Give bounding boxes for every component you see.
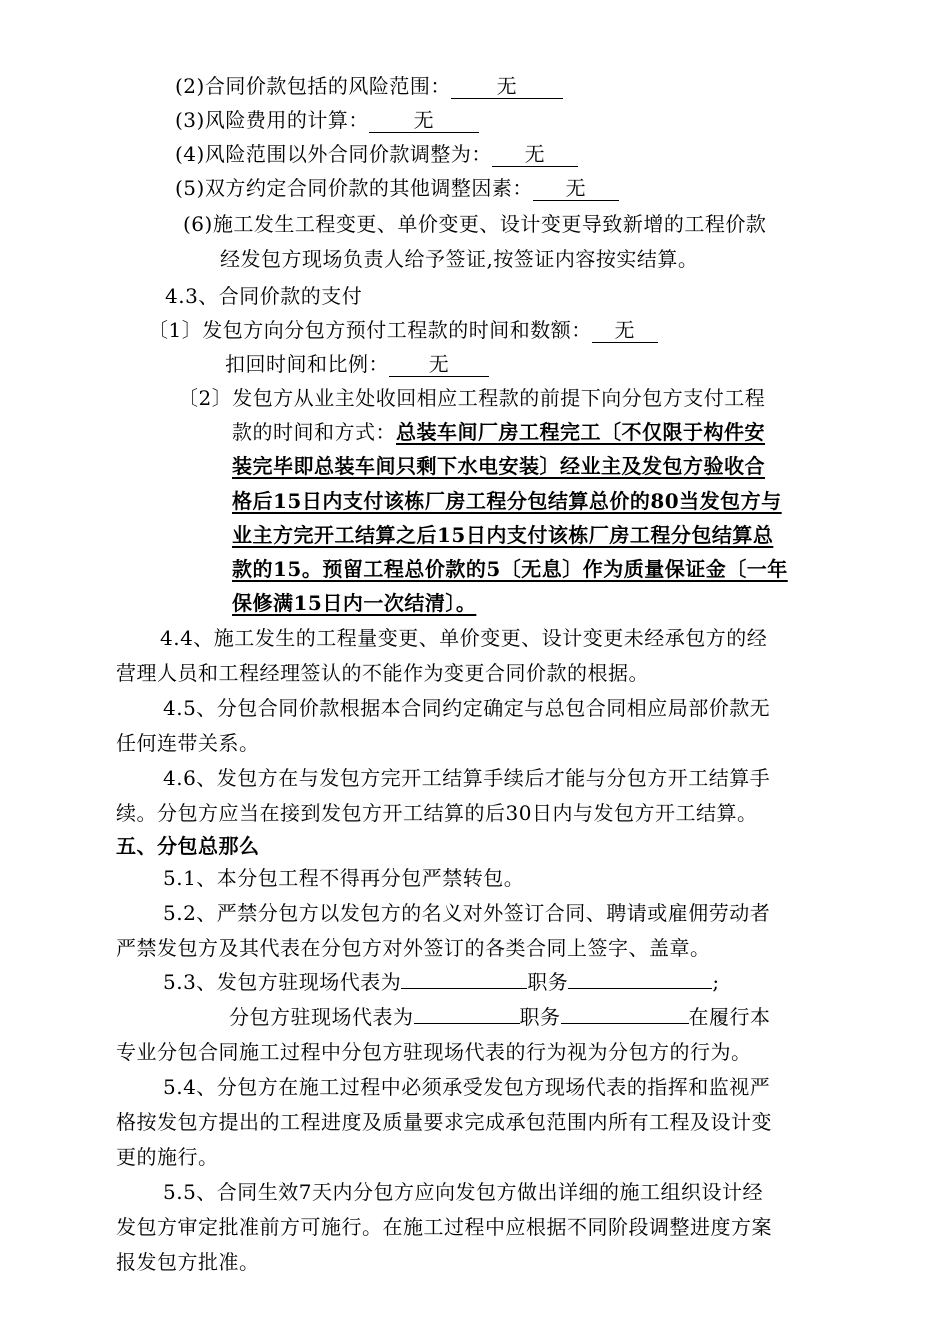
item-2-label: (2)合同价款包括的风险范围： [175,74,451,98]
section-5-1: 5.1、本分包工程不得再分包严禁转包。 [163,866,525,890]
section-4-4-line2: 营理人员和工程经理签认的不能作为变更合同价款的根据。 [116,661,649,685]
section-4-3-heading: 4.3、合同价款的支付 [165,284,363,308]
section-5-5-line1: 5.5、合同生效7天内分包方应向发包方做出详细的施工组织设计经 [163,1180,764,1204]
item-5-label: (5)双方约定合同价款的其他调整因素： [175,176,533,200]
subcontractor-rep-blank [414,1023,520,1024]
item-2-value: 无 [451,74,563,99]
contractor-rep-blank [401,988,527,989]
item-3-label: (3)风险费用的计算： [175,108,369,132]
item-5 [175,174,619,202]
section-5-2-line1: 5.2、严禁分包方以发包方的名义对外签订合同、聘请或雇佣劳动者 [163,901,771,925]
section-4-4-line1: 4.4、施工发生的工程量变更、单价变更、设计变更未经承包方的经 [160,626,768,650]
payment-2-terms-line: 款的15。预留工程总价款的5〔无息〕作为质量保证金〔一年 [232,557,788,581]
section-4-5-line2: 任何连带关系。 [116,731,260,755]
item-4-label: (4)风险范围以外合同价款调整为： [175,142,492,166]
section-5-heading: 五、分包总那么 [116,834,260,858]
payment-2-terms-line: 格后15日内支付该栋厂房工程分包结算总价的80当发包方与 [232,489,782,513]
item-6-line2: 经发包方现场负责人给予签证,按签证内容按实结算。 [220,247,699,271]
contractor-role-label: 职务 [527,970,569,994]
section-5-3-line3: 专业分包合同施工过程中分包方驻现场代表的行为视为分包方的行为。 [116,1040,752,1064]
section-5-5-line2: 发包方审定批准前方可施行。在施工过程中应根据不同阶段调整进度方案 [116,1215,772,1239]
subcontractor-role-label: 职务 [519,1005,561,1029]
item-4 [175,140,578,168]
payment-1-label: 〔1〕发包方向分包方预付工程款的时间和数额： [148,318,592,342]
payment-2-terms-line: 保修满15日内一次结清〕。 [232,591,477,615]
section-5-4-line1: 5.4、分包方在施工过程中必须承受发包方现场代表的指挥和监视严 [163,1075,771,1099]
contractor-role-blank [568,988,712,989]
payment-1 [148,316,658,344]
item-5-value: 无 [533,176,619,201]
payment-2-line2 [232,418,765,446]
section-5-4-line3: 更的施行。 [116,1145,219,1169]
payment-2-line1: 〔2〕发包方从业主处收回相应工程款的前提下向分包方支付工程 [178,386,766,410]
item-6-line1: (6)施工发生工程变更、单价变更、设计变更导致新增的工程价款 [183,212,767,236]
subcontractor-rep-tail: 在履行本 [688,1005,771,1029]
payment-2-prefix: 款的时间和方式： [232,420,396,444]
payment-1-value: 无 [592,318,658,343]
item-3 [175,106,479,134]
section-5-2-line2: 严禁发包方及其代表在分包方对外签订的各类合同上签字、盖章。 [116,936,711,960]
section-5-4-line2: 格按发包方提出的工程进度及质量要求完成承包范围内所有工程及设计变 [116,1110,772,1134]
payment-1-sub [225,350,489,378]
section-5-3-subcontractor-rep [229,1003,771,1031]
section-4-5-line1: 4.5、分包合同价款根据本合同约定确定与总包合同相应局部价款无 [163,696,771,720]
subcontractor-role-blank [561,1023,689,1024]
subcontractor-rep-label: 分包方驻现场代表为 [229,1005,414,1029]
payment-2-terms-line: 业主方完开工结算之后15日内支付该栋厂房工程分包结算总 [232,523,774,547]
item-2 [175,72,563,100]
contractor-rep-label: 5.3、发包方驻现场代表为 [163,970,402,994]
item-4-value: 无 [492,142,578,167]
section-5-3-contractor-rep [163,968,720,996]
line-end-punct: ; [712,970,720,994]
section-4-6-line1: 4.6、发包方在与发包方完开工结算手续后才能与分包方开工结算手 [163,766,771,790]
payment-1-sub-value: 无 [389,352,489,377]
payment-2-terms-start: 总装车间厂房工程完工〔不仅限于构件安 [396,420,765,444]
payment-1-sub-label: 扣回时间和比例： [225,352,389,376]
payment-2-terms-line: 装完毕即总装车间只剩下水电安装〕经业主及发包方验收合 [232,454,765,478]
section-4-6-line2: 续。分包方应当在接到发包方开工结算的后30日内与发包方开工结算。 [116,801,758,825]
section-5-5-line3: 报发包方批准。 [116,1250,260,1274]
item-3-value: 无 [369,108,479,133]
